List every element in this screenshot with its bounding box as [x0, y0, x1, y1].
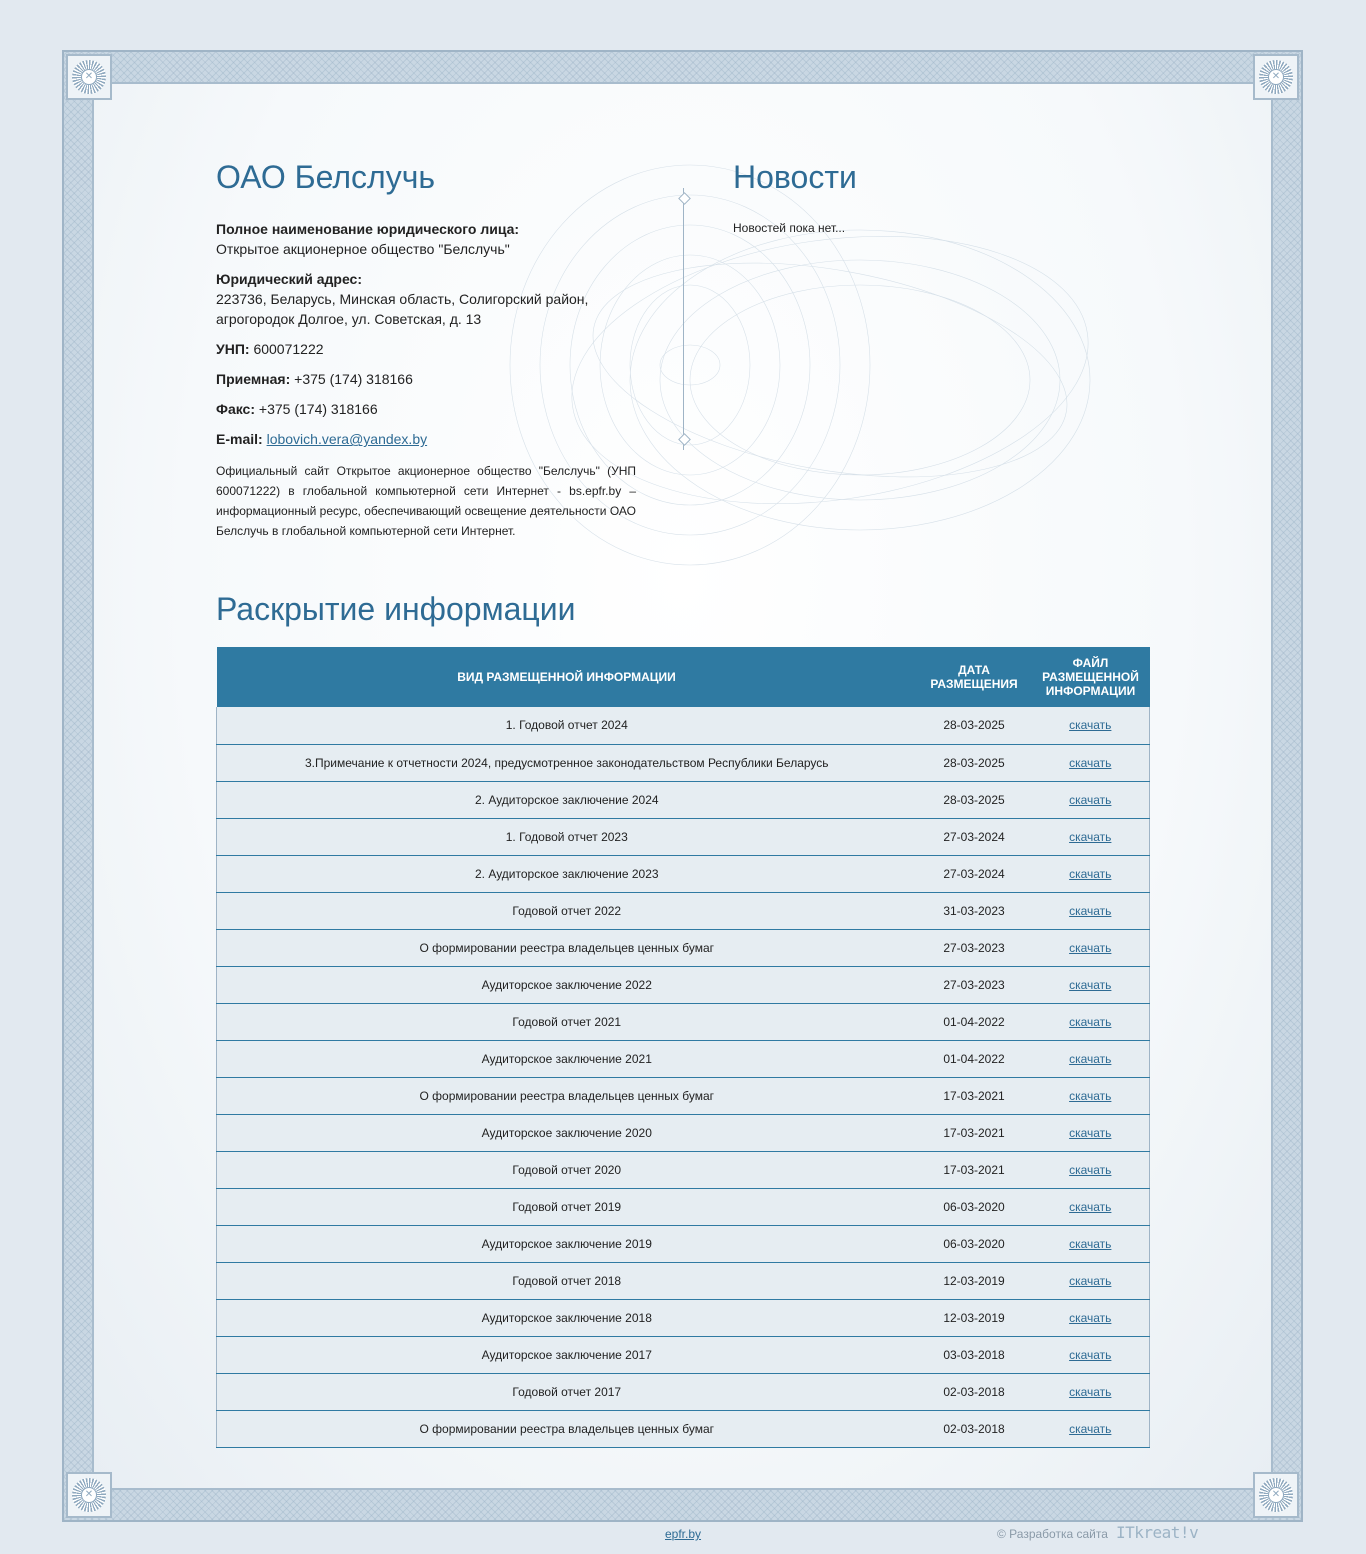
table-row	[217, 707, 1150, 744]
full-name-value: Открытое акционерное общество "Белслучь"	[216, 241, 510, 258]
row-date: 28-03-2025	[917, 707, 1032, 744]
table-row	[217, 855, 1150, 892]
corner-rosette-icon	[1253, 54, 1299, 100]
reception-label: Приемная:	[216, 371, 291, 388]
corner-rosette-icon	[1253, 1472, 1299, 1518]
row-date: 17-03-2021	[917, 1151, 1032, 1188]
table-row	[217, 1040, 1150, 1077]
download-link[interactable]: скачать	[1069, 718, 1112, 733]
download-link[interactable]: скачать	[1069, 755, 1112, 770]
table-row	[217, 1114, 1150, 1151]
header-date-line2: РАЗМЕЩЕНИЯ	[930, 677, 1018, 691]
row-file	[1032, 855, 1150, 892]
fax-row	[216, 399, 636, 419]
download-link[interactable]: скачать	[1069, 792, 1112, 807]
header-file-line1: ФАЙЛ	[1072, 656, 1109, 670]
corner-rosette-icon	[66, 54, 112, 100]
download-link[interactable]: скачать	[1069, 940, 1112, 955]
row-date: 02-03-2018	[917, 1410, 1032, 1447]
row-date: 17-03-2021	[917, 1114, 1032, 1151]
row-date: 28-03-2025	[917, 744, 1032, 781]
table-row	[217, 892, 1150, 929]
table-header-row	[217, 647, 1150, 707]
row-type: О формировании реестра владельцев ценных бумаг	[217, 929, 917, 966]
header-date-line1: ДАТА	[958, 663, 990, 677]
address-line2: агрогородок Долгое, ул. Советская, д. 13	[216, 311, 482, 328]
row-type: 3.Примечание к отчетности 2024, предусмотренное законодательством Республики Беларусь	[217, 744, 917, 781]
row-date: 06-03-2020	[917, 1225, 1032, 1262]
row-type: 1. Годовой отчет 2024	[217, 707, 917, 744]
row-date: 27-03-2023	[917, 929, 1032, 966]
row-file	[1032, 1336, 1150, 1373]
row-date: 03-03-2018	[917, 1336, 1032, 1373]
unp-value: 600071222	[253, 341, 324, 358]
unp-label: УНП:	[216, 341, 250, 358]
address-line1: 223736, Беларусь, Минская область, Солигорский район,	[216, 291, 589, 308]
download-link[interactable]: скачать	[1069, 1014, 1112, 1029]
developer-logo[interactable]: ITkreat!v	[1116, 1523, 1199, 1542]
unp-row	[216, 339, 636, 359]
row-date: 01-04-2022	[917, 1040, 1032, 1077]
table-row	[217, 1077, 1150, 1114]
table-row	[217, 929, 1150, 966]
download-link[interactable]: скачать	[1069, 1347, 1112, 1362]
row-date: 17-03-2021	[917, 1077, 1032, 1114]
fax-label: Факс:	[216, 401, 256, 418]
row-date: 12-03-2019	[917, 1299, 1032, 1336]
download-link[interactable]: скачать	[1069, 1236, 1112, 1251]
download-link[interactable]: скачать	[1069, 1125, 1112, 1140]
corner-rosette-icon	[66, 1472, 112, 1518]
table-row	[217, 818, 1150, 855]
news-section	[733, 160, 1143, 235]
table-row	[217, 1151, 1150, 1188]
row-type: Годовой отчет 2020	[217, 1151, 917, 1188]
download-link[interactable]: скачать	[1069, 829, 1112, 844]
header-file	[1032, 647, 1150, 707]
column-divider	[683, 188, 684, 450]
row-date: 31-03-2023	[917, 892, 1032, 929]
row-type: О формировании реестра владельцев ценных бумаг	[217, 1410, 917, 1447]
full-name-label: Полное наименование юридического лица:	[216, 221, 520, 238]
row-file	[1032, 1188, 1150, 1225]
row-date: 02-03-2018	[917, 1373, 1032, 1410]
row-file	[1032, 1262, 1150, 1299]
row-file	[1032, 818, 1150, 855]
download-link[interactable]: скачать	[1069, 866, 1112, 881]
row-type: Аудиторское заключение 2019	[217, 1225, 917, 1262]
download-link[interactable]: скачать	[1069, 977, 1112, 992]
row-file	[1032, 1299, 1150, 1336]
company-details	[216, 219, 636, 449]
download-link[interactable]: скачать	[1069, 1199, 1112, 1214]
table-row	[217, 744, 1150, 781]
row-type: О формировании реестра владельцев ценных бумаг	[217, 1077, 917, 1114]
table-row	[217, 1262, 1150, 1299]
row-type: Аудиторское заключение 2022	[217, 966, 917, 1003]
row-type: 2. Аудиторское заключение 2024	[217, 781, 917, 818]
row-date: 27-03-2024	[917, 855, 1032, 892]
reception-value: +375 (174) 318166	[294, 371, 413, 388]
row-type: Аудиторское заключение 2020	[217, 1114, 917, 1151]
header-date	[917, 647, 1032, 707]
row-date: 27-03-2023	[917, 966, 1032, 1003]
row-file	[1032, 1040, 1150, 1077]
row-file	[1032, 1225, 1150, 1262]
row-date: 06-03-2020	[917, 1188, 1032, 1225]
header-file-line2: РАЗМЕЩЕННОЙ	[1042, 670, 1139, 684]
header-file-line3: ИНФОРМАЦИИ	[1045, 684, 1136, 698]
row-file	[1032, 1373, 1150, 1410]
row-type: Аудиторское заключение 2021	[217, 1040, 917, 1077]
company-title: ОАО Белслучь	[216, 159, 436, 195]
news-title: Новости	[733, 159, 857, 195]
row-type: Годовой отчет 2019	[217, 1188, 917, 1225]
download-link[interactable]: скачать	[1069, 1162, 1112, 1177]
row-file	[1032, 1151, 1150, 1188]
download-link[interactable]: скачать	[1069, 1051, 1112, 1066]
email-label: E-mail:	[216, 431, 263, 448]
row-file	[1032, 1003, 1150, 1040]
row-type: Годовой отчет 2021	[217, 1003, 917, 1040]
row-file	[1032, 892, 1150, 929]
row-file	[1032, 1077, 1150, 1114]
header-type: ВИД РАЗМЕЩЕННОЙ ИНФОРМАЦИИ	[217, 647, 917, 707]
download-link[interactable]: скачать	[1069, 903, 1112, 918]
table-row	[217, 781, 1150, 818]
site-description: Официальный сайт Открытое акционерное общество "Белслучь" (УНП 600071222) в глобальной компьютерной сети Интернет - bs.epfr.by – информационный ресурс, обеспечивающий освещение деятельности ОАО Белслучь в глобальной компьютерной сети Интернет.	[216, 464, 636, 539]
row-type: Годовой отчет 2017	[217, 1373, 917, 1410]
disclosure-table	[216, 647, 1150, 1448]
row-date: 01-04-2022	[917, 1003, 1032, 1040]
email-row	[216, 429, 636, 449]
download-link[interactable]: скачать	[1069, 1310, 1112, 1325]
address-label: Юридический адрес:	[216, 271, 362, 288]
download-link[interactable]: скачать	[1069, 1273, 1112, 1288]
table-row	[217, 1003, 1150, 1040]
developer-credit: © Разработка сайта	[997, 1527, 1108, 1541]
download-link[interactable]: скачать	[1069, 1421, 1112, 1436]
fax-value: +375 (174) 318166	[258, 401, 378, 418]
table-row	[217, 1225, 1150, 1262]
table-row	[217, 1336, 1150, 1373]
row-file	[1032, 929, 1150, 966]
table-row	[217, 1188, 1150, 1225]
news-empty-text: Новостей пока нет...	[733, 221, 846, 236]
footer-site-link[interactable]: epfr.by	[665, 1527, 702, 1541]
row-file	[1032, 744, 1150, 781]
table-row	[217, 1373, 1150, 1410]
table-row	[217, 1410, 1150, 1447]
row-type: 1. Годовой отчет 2023	[217, 818, 917, 855]
table-row	[217, 1299, 1150, 1336]
row-type: Годовой отчет 2018	[217, 1262, 917, 1299]
row-file	[1032, 1410, 1150, 1447]
email-link[interactable]: lobovich.vera@yandex.by	[266, 431, 428, 448]
row-date: 28-03-2025	[917, 781, 1032, 818]
row-date: 12-03-2019	[917, 1262, 1032, 1299]
row-type: 2. Аудиторское заключение 2023	[217, 855, 917, 892]
row-file	[1032, 1114, 1150, 1151]
reception-row	[216, 369, 636, 389]
row-type: Годовой отчет 2022	[217, 892, 917, 929]
disclosure-title: Раскрытие информации	[216, 591, 576, 627]
download-link[interactable]: скачать	[1069, 1088, 1112, 1103]
row-date: 27-03-2024	[917, 818, 1032, 855]
row-file	[1032, 966, 1150, 1003]
download-link[interactable]: скачать	[1069, 1384, 1112, 1399]
full-name-row	[216, 219, 636, 259]
row-file	[1032, 707, 1150, 744]
row-file	[1032, 781, 1150, 818]
row-type: Аудиторское заключение 2018	[217, 1299, 917, 1336]
address-row	[216, 269, 636, 329]
row-type: Аудиторское заключение 2017	[217, 1336, 917, 1373]
table-body	[217, 707, 1150, 1447]
company-info	[216, 160, 636, 541]
footer	[0, 1523, 1366, 1547]
table-row	[217, 966, 1150, 1003]
